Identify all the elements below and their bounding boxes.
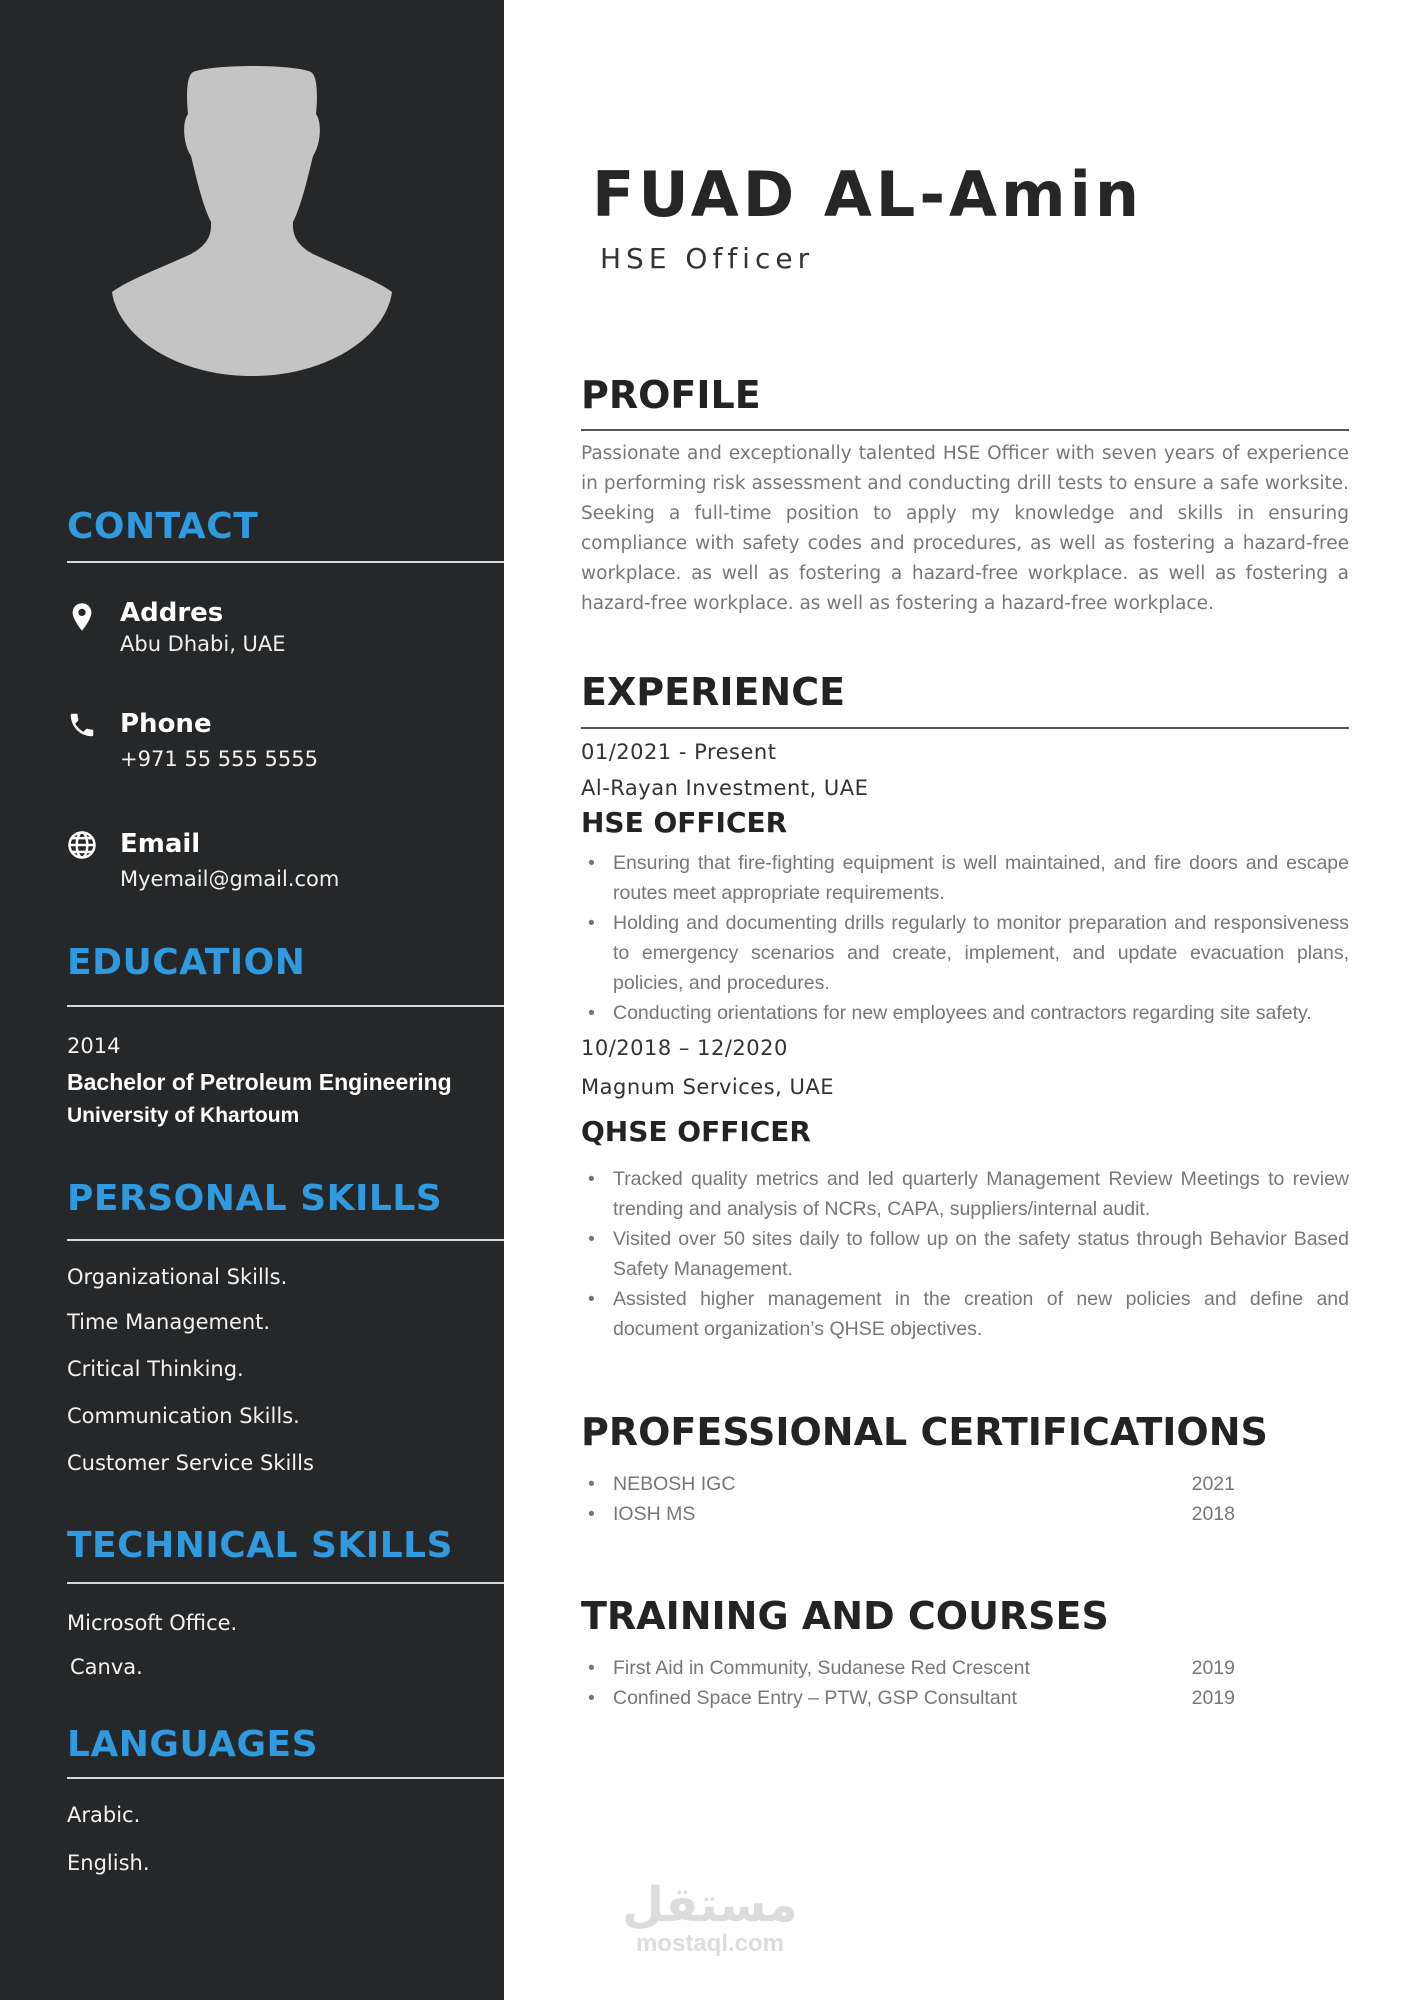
personal-skills-section xyxy=(67,1178,504,1241)
job-bullet: • Tracked quality metrics and led quarterly Management Review Meetings to review trending and analysis of NCRs, CAPA, suppliers/internal audit. xyxy=(613,1164,1349,1224)
education-school: University of Khartoum xyxy=(67,1104,300,1127)
job-bullet: • Ensuring that fire-fighting equipment is well maintained, and fire doors and escape routes meet appropriate requirements. xyxy=(613,848,1349,908)
address-value: Abu Dhabi, UAE xyxy=(120,632,286,656)
job-dates: 01/2021 - Present xyxy=(581,740,777,764)
certifications-heading: PROFESSIONAL CERTIFICATIONS xyxy=(581,1410,1268,1454)
job-bullet: • Visited over 50 sites daily to follow up on the safety status through Behavior Based Safety Management. xyxy=(613,1224,1349,1284)
sidebar xyxy=(0,0,504,2000)
training-heading: TRAINING AND COURSES xyxy=(581,1594,1109,1638)
personal-skill-item: Critical Thinking. xyxy=(67,1357,244,1381)
job-bullets xyxy=(581,848,1349,1028)
divider xyxy=(67,1582,504,1584)
training-year: 2019 xyxy=(1191,1687,1235,1709)
training-name: Confined Space Entry – PTW, GSP Consultant xyxy=(613,1687,1017,1709)
certification-name: NEBOSH IGC xyxy=(613,1473,736,1495)
language-item: Arabic. xyxy=(67,1803,141,1827)
certification-year: 2018 xyxy=(1191,1503,1235,1525)
job-bullet: • Holding and documenting drills regularly to monitor preparation and responsiveness to emergency scenarios and create, implement, and update evacuation plans, policies, and procedures. xyxy=(613,908,1349,998)
divider xyxy=(581,727,1349,729)
job-title: HSE OFFICER xyxy=(581,806,788,839)
divider xyxy=(67,1777,504,1779)
education-section xyxy=(67,942,504,1007)
email-value: Myemail@gmail.com xyxy=(120,867,340,891)
language-item: English. xyxy=(67,1851,150,1875)
personal-skill-item: Communication Skills. xyxy=(67,1404,300,1428)
education-year: 2014 xyxy=(67,1034,121,1058)
phone-icon xyxy=(67,710,97,740)
watermark-latin: mostaql.com xyxy=(635,1930,785,1957)
education-degree: Bachelor of Petroleum Engineering xyxy=(67,1069,452,1095)
phone-value: +971 55 555 5555 xyxy=(120,747,318,771)
contact-section xyxy=(67,506,504,563)
technical-skills-section xyxy=(67,1525,504,1584)
personal-skills-heading: PERSONAL SKILLS xyxy=(67,1178,443,1219)
watermark-arabic: مستقل xyxy=(622,1877,798,1933)
job-company: Magnum Services, UAE xyxy=(581,1075,834,1099)
technical-skill-item: Microsoft Office. xyxy=(67,1611,238,1635)
address-label: Addres xyxy=(120,598,224,628)
divider xyxy=(67,1005,504,1007)
technical-skills-heading: TECHNICAL SKILLS xyxy=(67,1525,453,1566)
personal-skill-item: Customer Service Skills xyxy=(67,1451,314,1475)
personal-skill-item: Organizational Skills. xyxy=(67,1265,288,1289)
training-year: 2019 xyxy=(1191,1657,1235,1679)
job-bullet: • Conducting orientations for new employees and contractors regarding site safety. xyxy=(613,998,1349,1028)
avatar xyxy=(108,64,396,378)
phone-label: Phone xyxy=(120,709,212,739)
candidate-role: HSE Officer xyxy=(600,242,815,275)
certification-name: IOSH MS xyxy=(613,1503,696,1525)
profile-text: Passionate and exceptionally talented HSE Officer with seven years of experience in performing risk assessment and conducting drill tests to ensure a safe worksite. Seeking a full-time position to apply my knowledge and skills in ensuring compliance with safety codes and procedures, as well as fostering a hazard-free workplace. as well as fostering a hazard-free workplace. as well as fostering a hazard-free workplace. as well as fostering a hazard-free workplace. xyxy=(581,443,1349,614)
personal-skill-item: Time Management. xyxy=(67,1310,271,1334)
divider xyxy=(581,429,1349,431)
job-title: QHSE OFFICER xyxy=(581,1115,811,1148)
job-dates: 10/2018 – 12/2020 xyxy=(581,1036,788,1060)
candidate-name: FUAD AL-Amin xyxy=(592,158,1144,231)
languages-section xyxy=(67,1724,504,1779)
divider xyxy=(67,561,504,563)
experience-heading: EXPERIENCE xyxy=(581,670,846,714)
email-label: Email xyxy=(120,829,201,859)
job-bullet: • Assisted higher management in the creation of new policies and define and document organization’s QHSE objectives. xyxy=(613,1284,1349,1344)
watermark xyxy=(620,1877,800,1958)
globe-icon xyxy=(67,830,97,860)
education-heading: EDUCATION xyxy=(67,942,306,983)
job-bullets xyxy=(581,1164,1349,1344)
certification-year: 2021 xyxy=(1191,1473,1235,1495)
profile-heading: PROFILE xyxy=(581,373,761,417)
training-name: First Aid in Community, Sudanese Red Crescent xyxy=(613,1657,1030,1679)
languages-heading: LANGUAGES xyxy=(67,1724,319,1765)
location-pin-icon xyxy=(67,602,97,632)
technical-skill-item: Canva. xyxy=(70,1655,143,1679)
contact-heading: CONTACT xyxy=(67,506,259,547)
divider xyxy=(67,1239,504,1241)
avatar-silhouette xyxy=(112,66,392,376)
job-company: Al-Rayan Investment, UAE xyxy=(581,776,869,800)
